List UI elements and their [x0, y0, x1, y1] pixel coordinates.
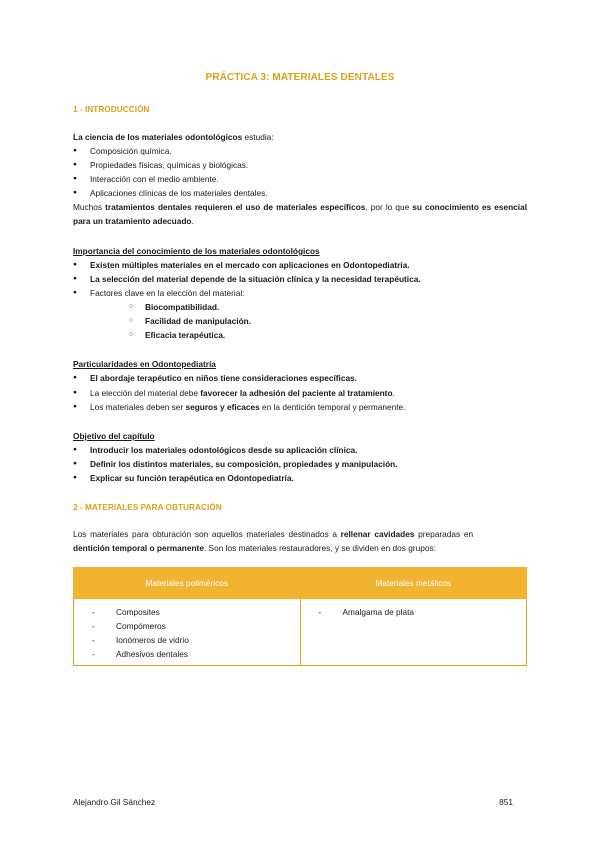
document-page — [73, 0, 527, 848]
materials-table — [73, 567, 527, 666]
subheading-particularidades: Particularidades en Odontopediatría — [73, 359, 216, 369]
polymeric-cell — [74, 599, 301, 666]
para-text: , por lo que — [365, 202, 413, 212]
factor-item: ○ Eficacia terapéutica. — [145, 328, 225, 342]
para-text: . — [191, 216, 194, 226]
section-heading-introduccion: 1 - INTRODUCCIÓN — [73, 104, 150, 114]
intro-rest: estudia: — [242, 132, 274, 142]
subheading-importancia: Importancia del conocimiento de los materiales odontológicos — [73, 246, 320, 256]
intro-bold: La ciencia de los materiales odontológicos — [73, 132, 243, 142]
section-heading-obturacion: 2 - MATERIALES PARA OBTURACIÓN — [73, 502, 222, 512]
list-item: - Ionómeros de vidrio — [92, 633, 300, 647]
objective-item: ● Definir los distintos materiales, su composición, propiedades y manipulación. — [90, 457, 398, 471]
importance-item: ● La selección del material depende de la situación clínica y la necesidad terapéutica. — [90, 272, 421, 286]
topic-item: ● Propiedades físicas, químicas y biológicas. — [90, 158, 248, 172]
obturacion-line-2: dentición temporal o permanente. Son los materiales restauradores, y se dividen en dos grupos: — [73, 543, 436, 553]
objective-item: ● Explicar su función terapéutica en Odontopediatría. — [90, 471, 294, 485]
para-bold: su conocimiento es esencial para un tratamiento adecuado — [73, 202, 528, 226]
footer-author: Alejandro Gil Sánchez — [73, 797, 156, 807]
metallic-cell — [300, 599, 527, 666]
polymeric-list — [74, 599, 300, 661]
subheading-objetivo: Objetivo del capítulo — [73, 431, 155, 441]
particularity-item: ● La elección del material debe favorecer la adhesión del paciente al tratamiento. — [90, 386, 395, 400]
obturacion-line-1: Los materiales para obturación son aquellos materiales destinados a rellenar cavidades preparadas en — [73, 529, 474, 539]
intro-line — [73, 130, 527, 144]
para-bold: tratamientos dentales requieren el uso de materiales específicos — [105, 202, 366, 212]
factor-item: ○ Biocompatibilidad. — [145, 300, 219, 314]
factor-item: ○ Facilidad de manipulación. — [145, 314, 251, 328]
para-text: Muchos — [73, 202, 106, 212]
list-item: - Compómeros — [92, 619, 300, 633]
topic-item: ● Aplicaciones clínicas de los materiales dentales. — [90, 186, 268, 200]
importance-item: ● Factores clave en la elección del material: — [90, 286, 245, 300]
importance-item: ● Existen múltiples materiales en el mercado con aplicaciones en Odontopediatría. — [90, 258, 410, 272]
particularity-item: ● El abordaje terapéutico en niños tiene consideraciones específicas. — [90, 371, 357, 385]
objective-item: ● Introducir los materiales odontológicos desde su aplicación clínica. — [90, 443, 357, 457]
intro-paragraph — [73, 200, 527, 228]
table-header-polymeric: Materiales poliméricos — [74, 568, 301, 599]
particularity-item: ● Los materiales deben ser seguros y eficaces en la dentición temporal y permanente. — [90, 400, 405, 414]
page-title: PRÁCTICA 3: MATERIALES DENTALES — [205, 72, 395, 83]
list-item: - Amalgama de plata — [319, 605, 527, 619]
list-item: - Adhesivos dentales — [92, 647, 300, 661]
topic-item: ● Composición química. — [90, 144, 172, 158]
list-item: - Composites — [92, 605, 300, 619]
footer-page-number: 851 — [499, 797, 513, 807]
table-header-metallic: Materiales metálicos — [300, 568, 527, 599]
metallic-list — [301, 599, 527, 619]
topic-item: ● Interacción con el medio ambiente. — [90, 172, 219, 186]
